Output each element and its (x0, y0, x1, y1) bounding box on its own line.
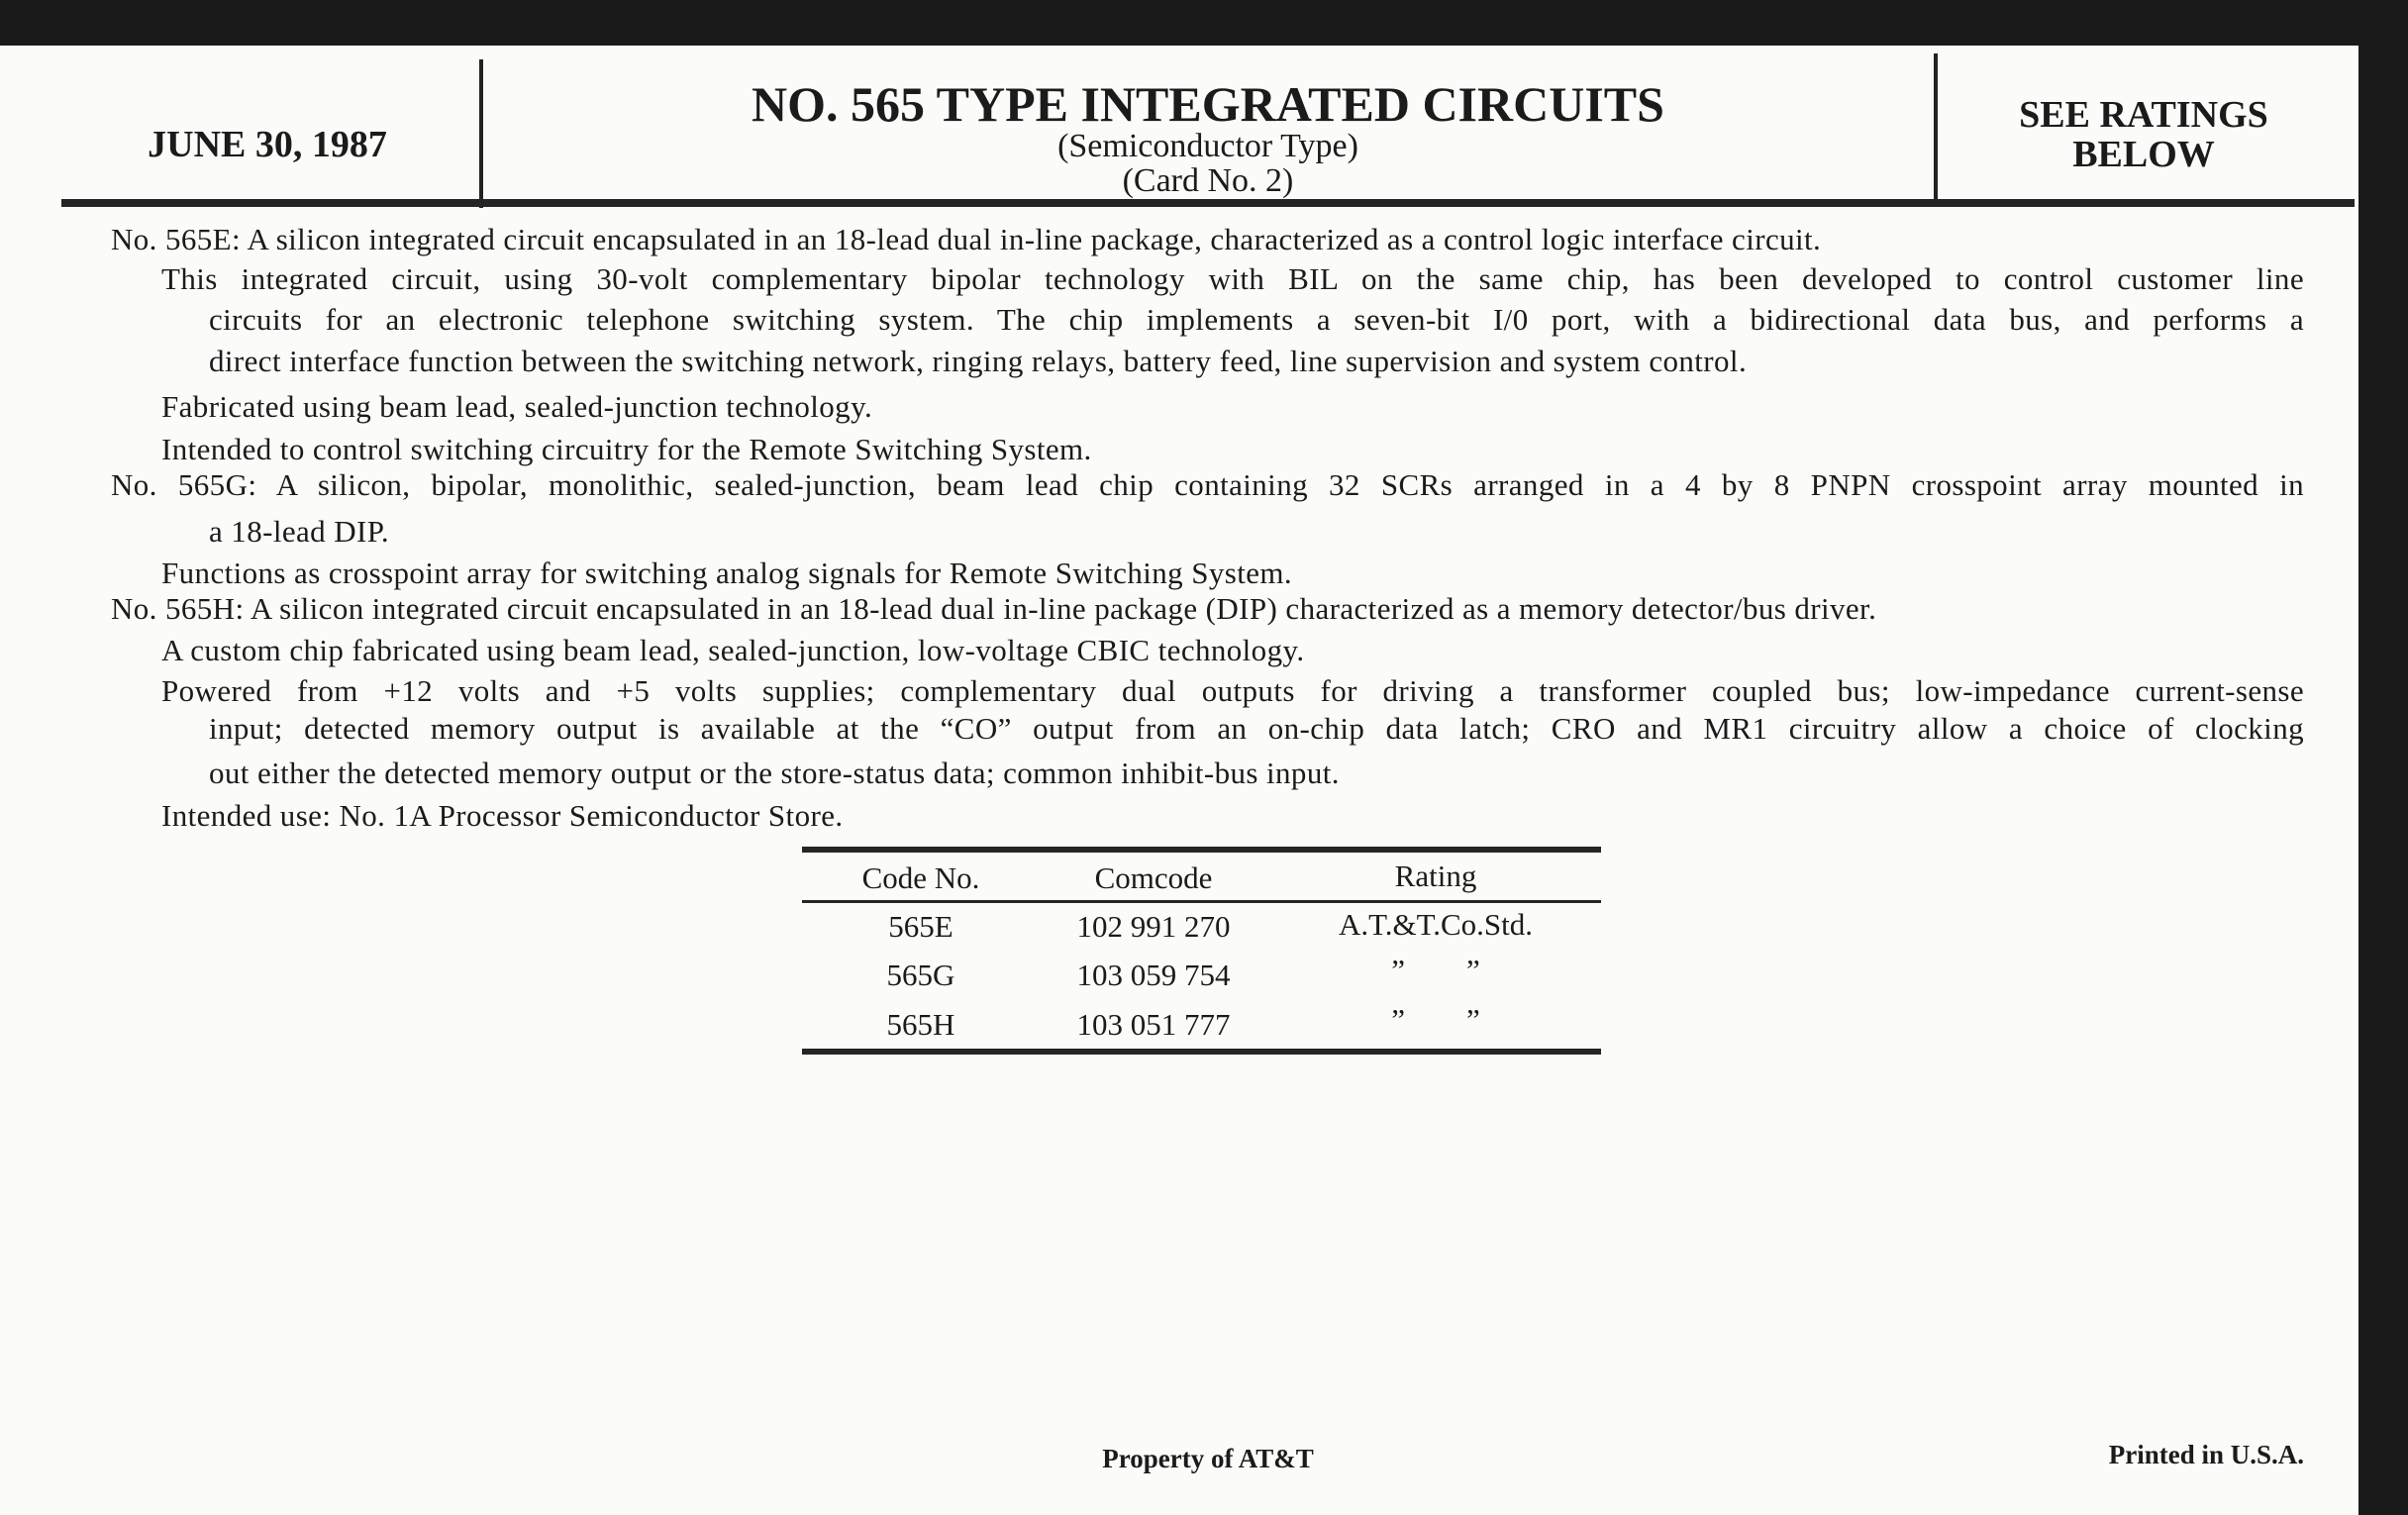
rating-cell: ” ” (1391, 953, 1480, 987)
body-line: Fabricated using beam lead, sealed-junction technology. (161, 389, 873, 424)
property-notice: Property of AT&T (1102, 1444, 1314, 1473)
body-line: out either the detected memory output or the store-status data; common inhibit-bus input. (209, 756, 1340, 790)
ratings-line: SEE RATINGS (2019, 94, 2268, 136)
body-line: A custom chip fabricated using beam lead, sealed-junction, low-voltage CBIC technology. (161, 633, 1305, 667)
body-line: direct interface function between the switching network, ringing relays, battery feed, line supervision and system control. (209, 344, 1748, 378)
body-line: Intended to control switching circuitry for the Remote Switching System. (161, 432, 1092, 466)
printed-notice: Printed in U.S.A. (2108, 1440, 2304, 1469)
code-cell: 565E (888, 909, 953, 944)
code-cell: 565H (886, 1007, 955, 1042)
body-line: Powered from +12 volts and +5 volts supplies; complementary dual outputs for driving a transformer coupled bus; low-impedance current-sense (161, 673, 2304, 708)
body-line: Functions as crosspoint array for switching analog signals for Remote Switching System. (161, 556, 1293, 590)
table-top-rule (802, 847, 1601, 853)
column-header: Rating (1394, 858, 1477, 893)
table-bottom-rule (802, 1049, 1601, 1055)
comcode-cell: 103 059 754 (1076, 958, 1231, 992)
rating-cell: ” ” (1391, 1002, 1480, 1037)
body-line: Intended use: No. 1A Processor Semiconductor Store. (161, 798, 844, 833)
column-header: Comcode (1094, 860, 1213, 895)
body-line: a 18-lead DIP. (209, 514, 390, 549)
comcode-cell: 102 991 270 (1076, 909, 1231, 944)
header-rule (61, 199, 2355, 207)
card-date: JUNE 30, 1987 (148, 124, 387, 165)
body-line: No. 565E: A silicon integrated circuit encapsulated in an 18-lead dual in-line package, characterized as a control logic interface circuit. (111, 222, 1822, 256)
body-line: No. 565G: A silicon, bipolar, monolithic, sealed-junction, beam lead chip containing 32 SCRs arranged in a 4 by 8 PNPN crosspoint array mounted in (111, 467, 2304, 502)
table-header-rule (802, 900, 1601, 903)
body-line: No. 565H: A silicon integrated circuit encapsulated in an 18-lead dual in-line package (DIP) characterized as a memory detector/bus driver. (111, 591, 1877, 626)
comcode-cell: 103 051 777 (1076, 1007, 1231, 1042)
header-divider (479, 59, 483, 208)
ratings-line: BELOW (2072, 134, 2215, 175)
subtitle: (Semiconductor Type) (1057, 128, 1358, 164)
card-number: (Card No. 2) (1122, 162, 1294, 199)
column-header: Code No. (861, 860, 980, 895)
page-title: NO. 565 TYPE INTEGRATED CIRCUITS (752, 76, 1664, 132)
header-divider (1934, 53, 1938, 202)
rating-cell: A.T.&T.Co.Std. (1338, 907, 1534, 942)
body-line: input; detected memory output is available at the “CO” output from an on-chip data latch; CRO and MR1 circuitry allow a choice of clocking (209, 711, 2304, 746)
body-line: This integrated circuit, using 30-volt complementary bipolar technology with BIL on the same chip, has been developed to control customer line (161, 261, 2304, 296)
body-line: circuits for an electronic telephone switching system. The chip implements a seven-bit I/0 port, with a bidirectional data bus, and performs a (209, 302, 2304, 337)
code-cell: 565G (886, 958, 955, 992)
ratings-note (1941, 95, 2347, 174)
